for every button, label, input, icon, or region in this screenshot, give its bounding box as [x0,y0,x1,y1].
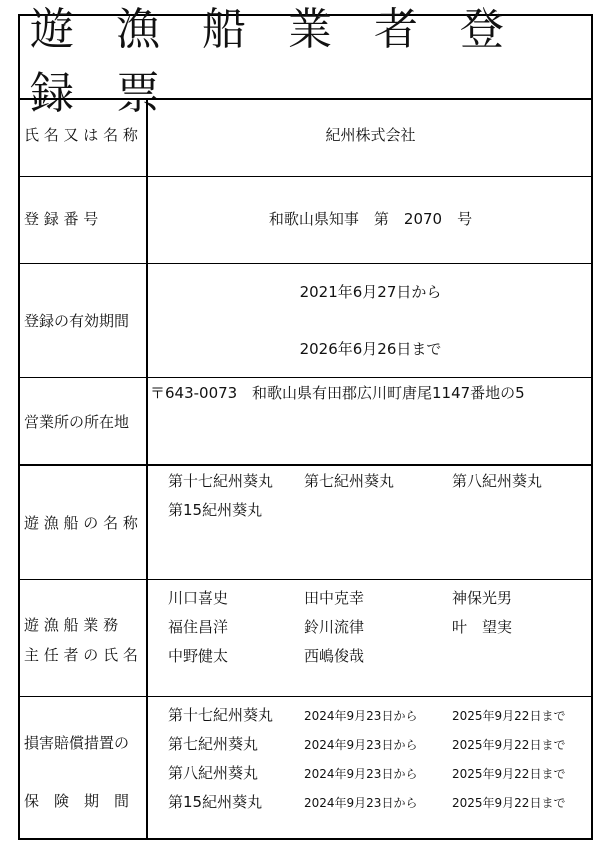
boat-name: 第十七紀州葵丸 [168,472,274,490]
boat-name: 第八紀州葵丸 [452,472,543,490]
manager-name: 中野健太 [168,647,229,665]
boat-name: 第七紀州葵丸 [304,472,395,490]
insurance-from: 2024年9月23日から [304,796,418,810]
insurance-boat: 第七紀州葵丸 [168,735,259,753]
registration-card: 遊 漁 船 業 者 登 録 票 氏 名 又 は 名 称 紀州株式会社 登 録 番 号 和歌山県知事 第 2070 号 登録の有効期間 2021年6月27日から 2026年6月26日まで 営業所の所在地 〒643-0073 和歌山県有田郡広川町唐尾1147番地の5 遊 漁 船 の 名 称 第十七紀州葵丸 第七紀州葵丸 第八紀州葵丸 第15紀州葵丸 遊 漁 船 業 務 主 任 者 の 氏 名 川口喜史 田中克幸 神保光男 福住昌洋 鈴川流律 叶 望実 中野健太 西嶋俊哉 損害賠償措置の 保 険 期 間 第十七紀州葵丸 2024年9月23日から 2025年9月22日まで 第七紀州葵丸 2024年9月23日から 2025年9月22日まで 第八紀州葵丸 2024年9月23日から 2025年9月22日まで 第15紀州葵丸 2024年9月23日から 2025年9月22日まで [18,14,593,840]
value-office-address: 和歌山県有田郡広川町唐尾1147番地の5 [252,384,525,402]
divider [20,377,591,378]
manager-name: 川口喜史 [168,589,229,607]
insurance-from: 2024年9月23日から [304,709,418,723]
value-period-from: 2021年6月27日から [299,283,442,301]
value-period-to: 2026年6月26日まで [299,340,442,358]
divider [20,579,591,580]
card-title: 遊 漁 船 業 者 登 録 票 [30,4,518,119]
insurance-boat: 第十七紀州葵丸 [168,706,274,724]
divider [20,696,591,697]
insurance-to: 2025年9月22日まで [452,767,566,781]
manager-name: 神保光男 [452,589,513,607]
manager-name: 福住昌洋 [168,618,229,636]
divider [20,98,591,100]
manager-name: 田中克幸 [304,589,365,607]
insurance-to: 2025年9月22日まで [452,709,566,723]
value-name: 紀州株式会社 [325,126,416,144]
insurance-boat: 第15紀州葵丸 [168,793,263,811]
insurance-from: 2024年9月23日から [304,767,418,781]
divider [20,263,591,264]
insurance-from: 2024年9月23日から [304,738,418,752]
manager-name: 叶 望実 [452,618,513,636]
value-reg-no: 和歌山県知事 第 2070 号 [268,210,473,228]
insurance-boat: 第八紀州葵丸 [168,764,259,782]
manager-name: 鈴川流律 [304,618,365,636]
insurance-to: 2025年9月22日まで [452,738,566,752]
boat-name: 第15紀州葵丸 [168,501,263,519]
insurance-to: 2025年9月22日まで [452,796,566,810]
value-office-postal: 〒643-0073 [150,384,238,402]
divider [20,464,591,466]
divider [20,176,591,177]
manager-name: 西嶋俊哉 [304,647,365,665]
